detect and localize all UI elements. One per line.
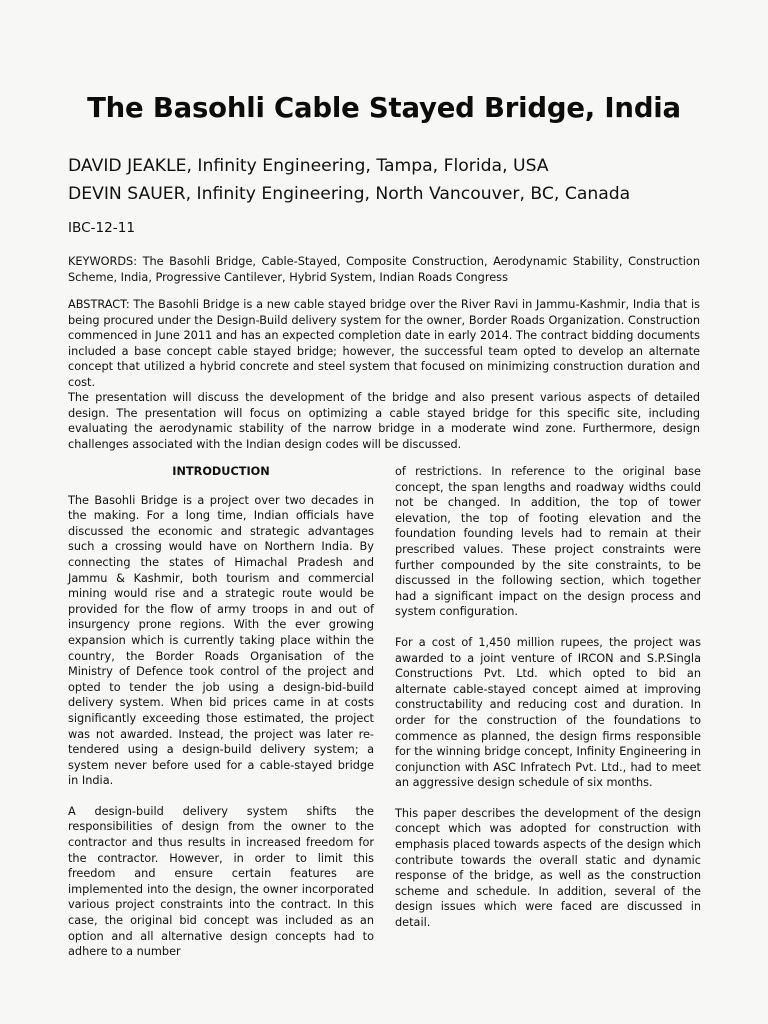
body-paragraph: For a cost of 1,450 million rupees, the project was awarded to a joint venture of IRCON and S.P.Singla Constructions Pvt. Ltd. which opted to bid an alternate cable-stayed concept aimed at improving constructability and reducing cost and duration. In order for the construction of the foundations to commence as planned, the design firms responsible for the winning bridge concept, Infinity Engineering in conjunction with ASC Infratech Pvt. Ltd., had to meet an aggressive design schedule of six months.: [395, 635, 701, 790]
author-line: DAVID JEAKLE, Infinity Engineering, Tampa, Florida, USA: [68, 156, 549, 176]
right-column: [395, 464, 701, 946]
keywords: KEYWORDS: The Basohli Bridge, Cable-Stayed, Composite Construction, Aerodynamic Stability, Construction Scheme, India, Progressive Cantilever, Hybrid System, Indian Roads Congress: [68, 255, 700, 284]
paper-code: IBC-12-11: [68, 220, 135, 236]
body-paragraph: This paper describes the development of the design concept which was adopted for construction with emphasis placed towards aspects of the design which contribute towards the overall static and dynamic response of the bridge, as well as the construction scheme and schedule. In addition, several of the design issues which were faced are discussed in detail.: [395, 806, 701, 930]
author-list: [68, 152, 630, 208]
abstract: ABSTRACT: The Basohli Bridge is a new cable stayed bridge over the River Ravi in Jammu-Kashmir, India that is being procured under the Design-Build delivery system for the owner, Border Roads Organization. Construction commenced in June 2011 and has an expected completion date in early 2014. The contract bidding documents included a base concept cable stayed bridge; however, the successful team opted to develop an alternate concept that utilized a hybrid concrete and steel system that focused on minimizing construction duration and cost.: [68, 298, 700, 389]
author-line: DEVIN SAUER, Infinity Engineering, North Vancouver, BC, Canada: [68, 184, 631, 204]
paper-title: The Basohli Cable Stayed Bridge, India: [87, 92, 681, 124]
section-heading: INTRODUCTION: [172, 465, 270, 478]
presentation-summary: The presentation will discuss the development of the bridge and also present various aspects of detailed design. The presentation will focus on optimizing a cable stayed bridge for this specific site, including evaluating the aerodynamic stability of the narrow bridge in a moderate wind zone. Furthermore, design challenges associated with the Indian design codes will be discussed.: [68, 391, 700, 451]
body-paragraph: of restrictions. In reference to the original base concept, the span lengths and roadway widths could not be changed. In addition, the top of tower elevation, the top of footing elevation and the foundation founding levels had to remain at their prescribed values. These project constraints were further compounded by the site constraints, to be discussed in the following section, which together had a significant impact on the design process and system configuration.: [395, 465, 701, 619]
body-paragraph: The Basohli Bridge is a project over two decades in the making. For a long time, Indian officials have discussed the economic and strategic advantages such a crossing would have on Northern India. By connecting the states of Himachal Pradesh and Jammu & Kashmir, both tourism and commercial mining would rise and a strategic route would be provided for the flow of army troops in and out of insurgency prone regions. With the ever growing expansion which is currently taking place within the country, the Border Roads Organisation of the Ministry of Defence took control of the project and opted to tender the job using a design-bid-build delivery system. When bid prices came in at costs significantly exceeding those estimated, the project was not awarded. Instead, the project was later re-tendered using a design-build delivery system; a system never before used for a cable-stayed bridge in India.: [68, 493, 374, 788]
body-paragraph: A design-build delivery system shifts the responsibilities of design from the owner to the contractor and thus results in increased freedom for the contractor. However, in order to limit this freedom and ensure certain features are implemented into the design, the owner incorporated various project constraints into the contract. In this case, the original bid concept was included as an option and all alternative design concepts had to adhere to a number: [68, 804, 374, 959]
left-column: [68, 464, 374, 975]
